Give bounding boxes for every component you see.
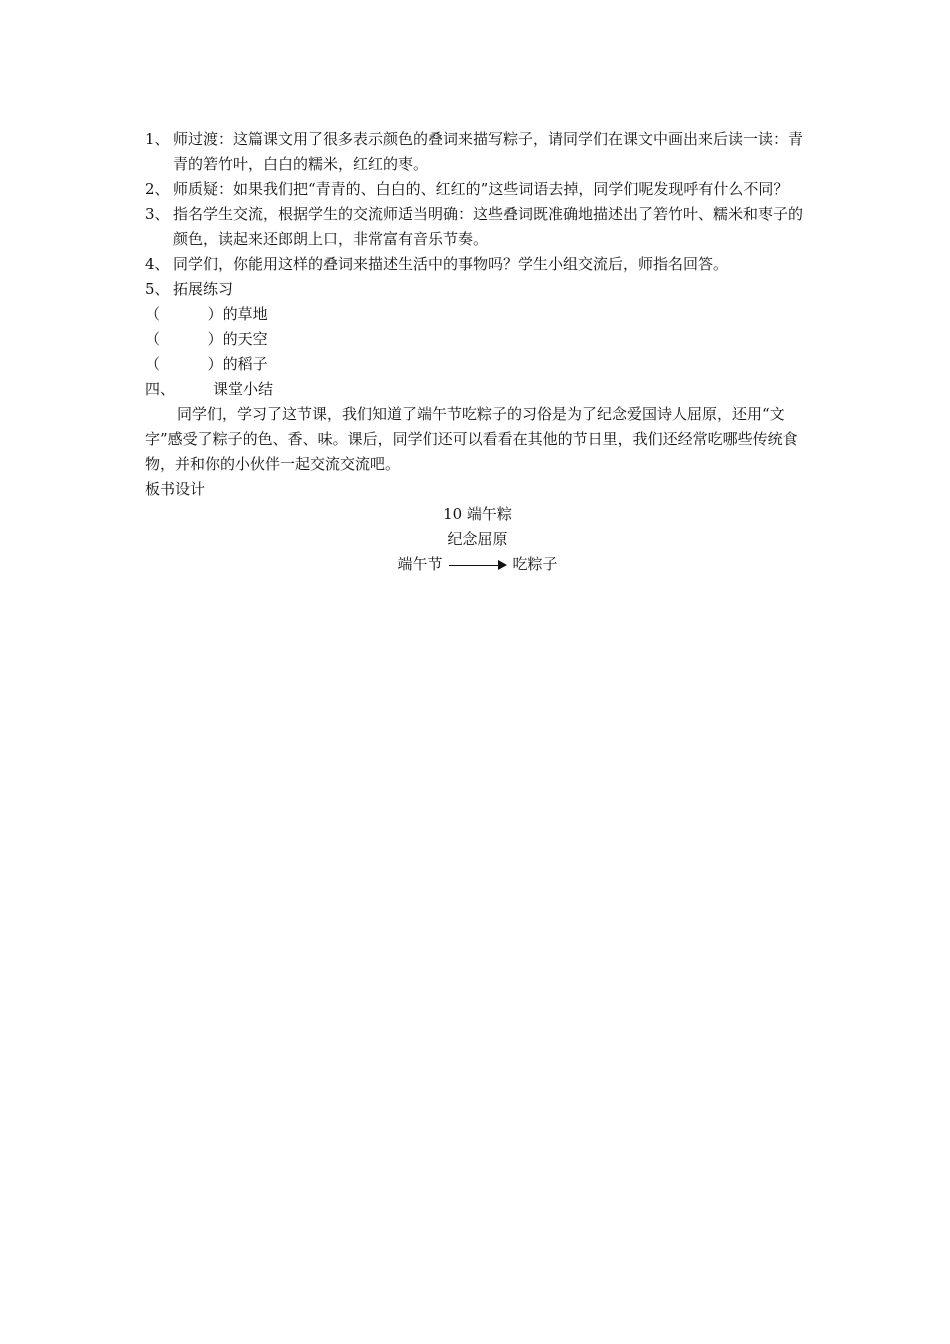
exercise-blank-grass: （ ）的草地 xyxy=(145,305,268,323)
item-number: 5、 xyxy=(145,280,170,298)
item-number: 1、 xyxy=(145,130,170,148)
board-left-text: 端午节 xyxy=(397,555,443,573)
list-item xyxy=(145,252,810,277)
item-text: 指名学生交流，根据学生的交流师适当明确：这些叠词既准确地描述出了箬竹叶、糯米和枣子的颜色，读起来还郎朗上口，非常富有音乐节奏。 xyxy=(173,205,804,248)
item-text: 师过渡：这篇课文用了很多表示颜色的叠词来描写粽子，请同学们在课文中画出来后读一读：青青的箬竹叶，白白的糯米，红红的枣。 xyxy=(173,130,804,173)
board-line-2: 纪念屈原 xyxy=(447,530,508,548)
section-title: 课堂小结 xyxy=(213,380,274,398)
item-text: 同学们，你能用这样的叠词来描述生活中的事物吗？学生小组交流后，师指名回答。 xyxy=(173,255,729,273)
list-item xyxy=(145,277,810,302)
item-number: 2、 xyxy=(145,180,170,198)
section-heading xyxy=(145,377,810,402)
summary-paragraph: 同学们，学习了这节课，我们知道了端午节吃粽子的习俗是为了纪念爱国诗人屈原，还用“文字”感受了粽子的色、香、味。课后，同学们还可以看看在其他的节日里，我们还经常吃哪些传统食物，并和你的小伙伴一起交流交流吧。 xyxy=(145,405,798,473)
board-right-text: 吃粽子 xyxy=(512,555,558,573)
section-number: 四、 xyxy=(145,380,176,398)
list-item xyxy=(145,127,810,177)
item-text: 师质疑：如果我们把“青青的、白白的、红红的”这些词语去掉，同学们呢发现呼有什么不同？ xyxy=(173,180,789,198)
right-arrow-icon xyxy=(449,559,507,571)
exercise-blank-sky: （ ）的天空 xyxy=(145,330,268,348)
item-number: 4、 xyxy=(145,255,170,273)
lesson-content xyxy=(145,127,810,577)
exercise-blank-rice: （ ）的稻子 xyxy=(145,355,268,373)
list-item xyxy=(145,202,810,252)
board-arrow-line xyxy=(145,552,810,577)
board-design-label: 板书设计 xyxy=(145,480,206,498)
item-text: 拓展练习 xyxy=(173,280,234,298)
item-number: 3、 xyxy=(145,205,170,223)
list-item xyxy=(145,177,810,202)
board-title: 10 端午粽 xyxy=(443,505,512,523)
